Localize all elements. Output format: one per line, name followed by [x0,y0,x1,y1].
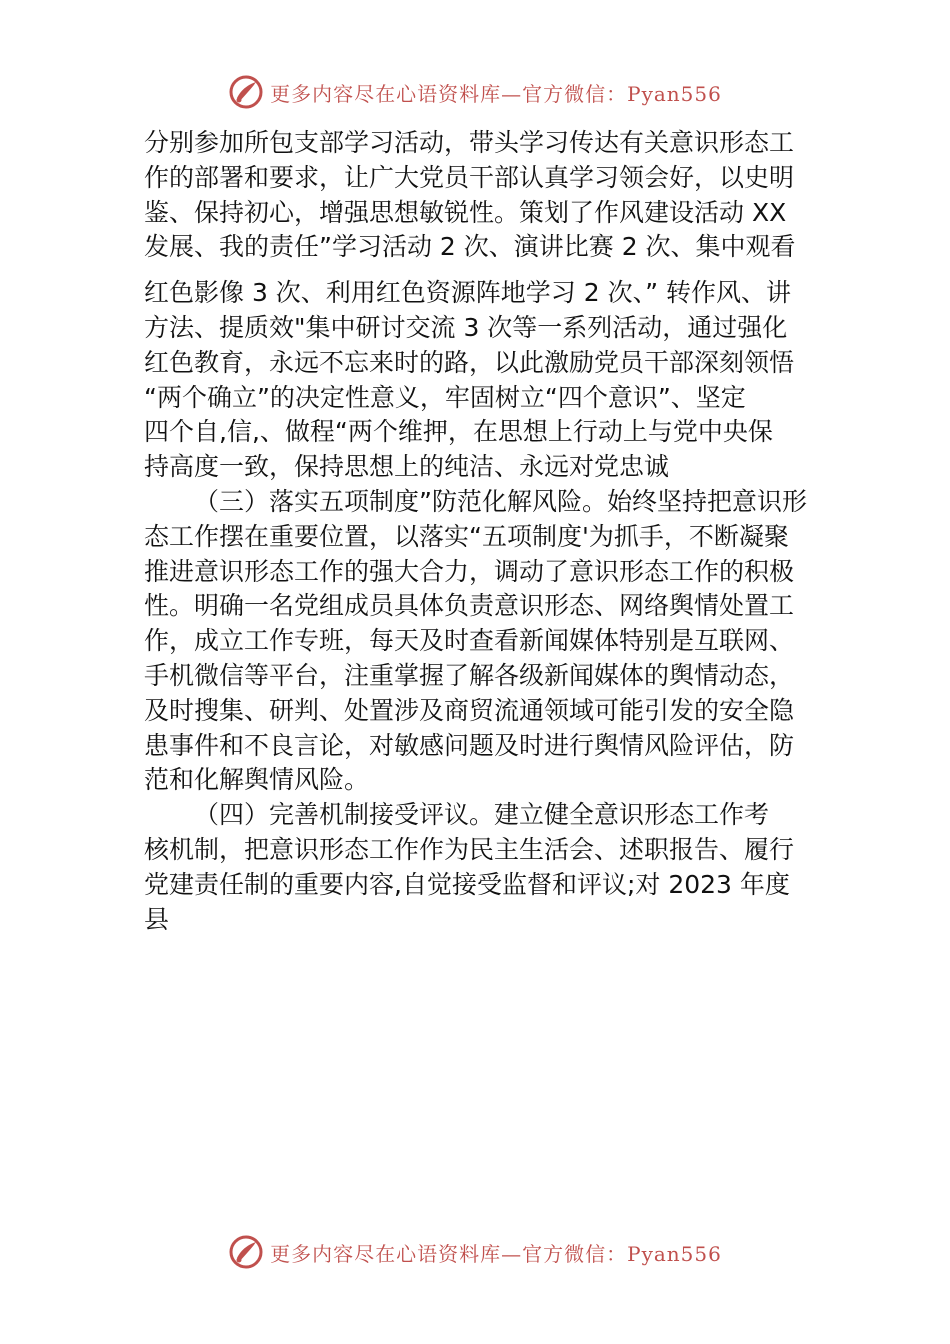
text-line: 作的部署和要求，让广大党员干部认真学习领会好，以史明 [144,162,795,192]
text-line: 红色教育，永远不忘来时的路，以此激励党员干部深刻领悟 [144,347,795,377]
header-watermark [0,74,950,110]
brush-circle-icon [228,74,264,110]
text-line: 推进意识形态工作的强大合力，调动了意识形态工作的积极 [144,556,795,586]
text-line: 核机制，把意识形态工作作为民主生活会、述职报告、履行 [144,834,795,864]
text-line: 发展、我的责任”学习活动 2 次、演讲比赛 2 次、集中观看 [144,232,796,262]
text-line: 范和化解舆情风险。 [144,765,370,795]
text-line: 及时搜集、研判、处置涉及商贸流通领域可能引发的安全隐 [144,695,795,725]
text-line: 作，成立工作专班，每天及时查看新闻媒体特别是互联网、 [144,626,795,656]
footer-watermark [0,1234,950,1270]
text-line: 患事件和不良言论，对敏感问题及时进行舆情风险评估，防 [144,730,795,760]
watermark-text: 更多内容尽在心语资料库—官方微信：Pyan556 [270,81,722,106]
document-body [144,126,808,937]
watermark-text: 更多内容尽在心语资料库—官方微信：Pyan556 [270,1241,722,1266]
text-line: “两个确立”的决定性意义，牢固树立“四个意识”、坚定 [144,382,746,412]
text-line: 红色影像 3 次、利用红色资源阵地学习 2 次、” 转作风、讲 [144,278,791,308]
text-line: 县 [144,904,170,934]
text-line: 党建责任制的重要内容,自觉接受监督和评议;对 2023 年度 [144,869,790,899]
section-heading-4: （四）完善机制接受评议。建立健全意识形态工作考 [194,800,770,830]
text-line: 性。明确一名党组成员具体负责意识形态、网络舆情处置工 [144,591,795,621]
text-line: 鉴、保持初心，增强思想敏锐性。策划了作风建设活动 XX [144,197,787,227]
text-line: 态工作摆在重要位置，以落实“五项制度'为抓手，不断凝聚 [144,521,789,551]
brush-circle-icon [228,1234,264,1270]
text-line: 持高度一致，保持思想上的纯洁、永远对党忠诚 [144,452,670,482]
text-line: 分别参加所包支部学习活动，带头学习传达有关意识形态工 [144,128,795,157]
text-line: 手机微信等平台，注重掌握了解各级新闻媒体的舆情动态， [144,660,795,690]
section-heading-3: （三）落实五项制度”防范化解风险。始终坚持把意识形 [194,486,807,516]
text-line: 四个自,信,、做程“两个维押，在思想上行动上与党中央保 [144,417,773,447]
text-line: 方法、提质效"集中研讨交流 3 次等一系列活动，通过强化 [144,312,788,342]
